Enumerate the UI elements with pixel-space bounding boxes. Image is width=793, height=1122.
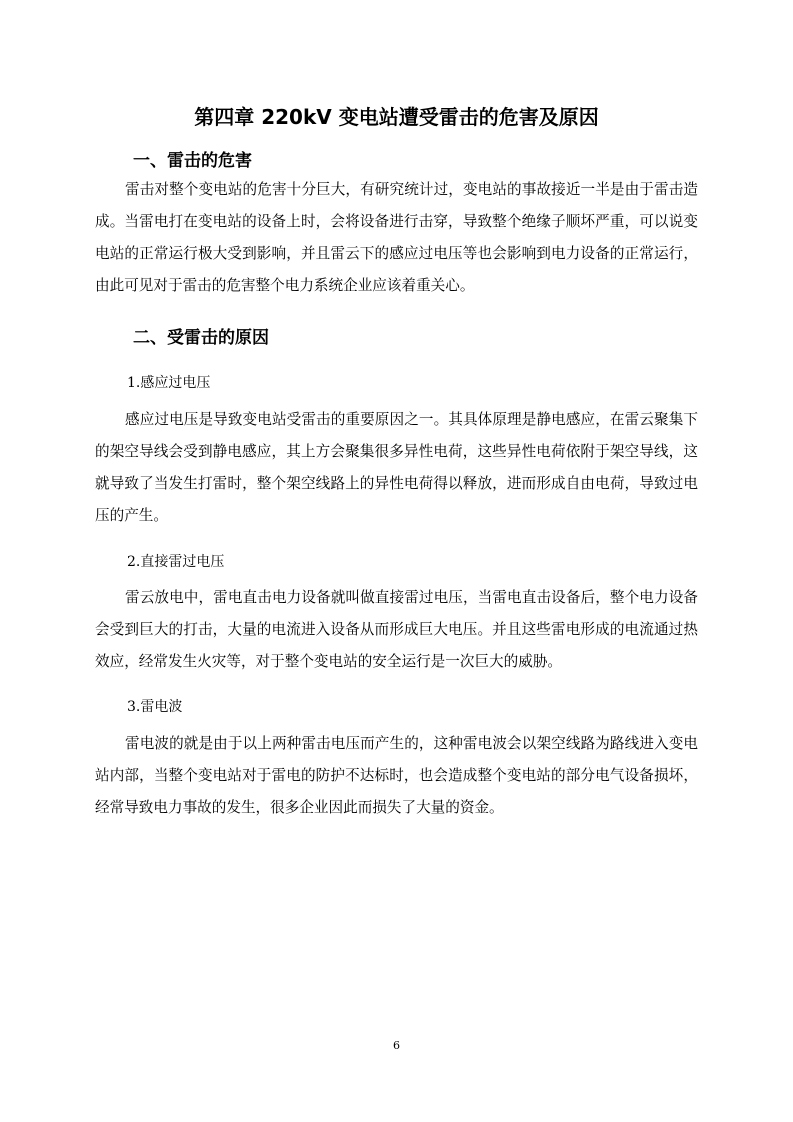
subheading-induced-overvoltage: 1.感应过电压 (127, 375, 211, 391)
chapter-title: 第四章 220kV 变电站遭受雷击的危害及原因 (194, 105, 599, 129)
section-heading-lightning-hazards: 一、雷击的危害 (133, 151, 252, 171)
section-heading-lightning-causes: 二、受雷击的原因 (133, 328, 269, 348)
subheading-direct-lightning-overvoltage: 2.直接雷过电压 (127, 554, 225, 570)
paragraph-lightning-hazards: 雷击对整个变电站的危害十分巨大，有研究统计过，变电站的事故接近一半是由于雷击造成。当雷电打在变电站的设备上时，会将设备进行击穿，导致整个绝缘子顺坏严重，可以说变电站的正常运行极大受到影响，并且雷云下的感应过电压等也会影响到电力设备的正常运行，由此可见对于雷击的危害整个电力系统企业应该着重关心。 (95, 181, 698, 294)
paragraph-induced-overvoltage: 感应过电压是导致变电站受雷击的重要原因之一。其具体原理是静电感应，在雷云聚集下的架空导线会受到静电感应，其上方会聚集很多异性电荷，这些异性电荷依附于架空导线，这就导致了当发生打雷时，整个架空线路上的异性电荷得以释放，进而形成自由电荷，导致过电压的产生。 (95, 411, 698, 524)
paragraph-lightning-wave: 雷电波的就是由于以上两种雷击电压而产生的，这种雷电波会以架空线路为路线进入变电站内部，当整个变电站对于雷电的防护不达标时，也会造成整个变电站的部分电气设备损坏，经常导致电力事故的发生，很多企业因此而损失了大量的资金。 (95, 735, 698, 816)
paragraph-direct-lightning-overvoltage: 雷云放电中，雷电直击电力设备就叫做直接雷过电压，当雷电直击设备后，整个电力设备会受到巨大的打击，大量的电流进入设备从而形成巨大电压。并且这些雷电形成的电流通过热效应，经常发生火灾等，对于整个变电站的安全运行是一次巨大的威胁。 (95, 589, 698, 670)
page-number: 6 (393, 1039, 400, 1052)
subheading-lightning-wave: 3.雷电波 (127, 699, 183, 715)
